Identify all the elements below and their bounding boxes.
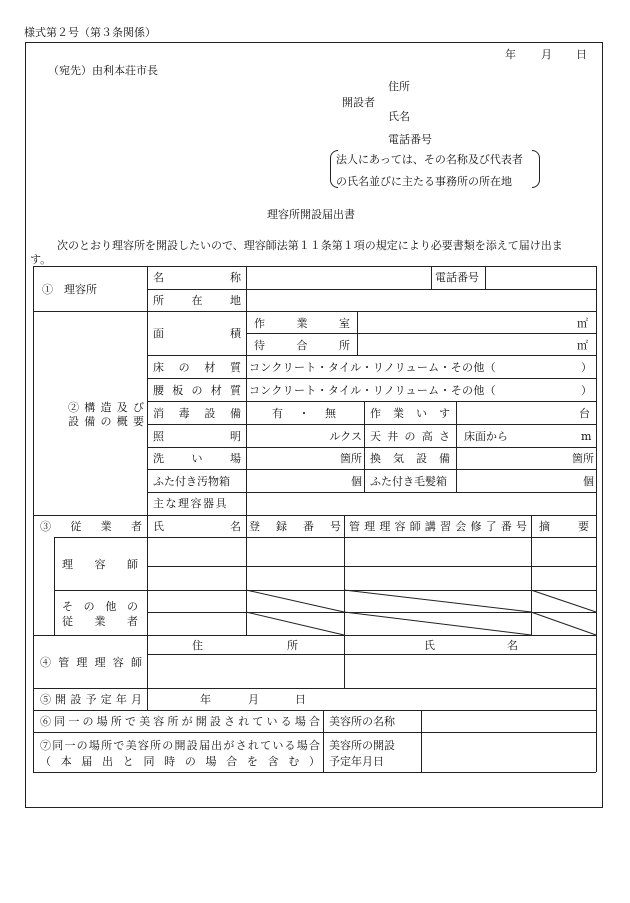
s5-label: ⑤開設予定年月: [40, 693, 142, 706]
s1-label: ① 理容所: [42, 283, 97, 296]
s3-col-name: 氏 名: [153, 520, 241, 533]
addressee: （宛先）由利本荘市長: [48, 64, 158, 77]
s2-tools-label: 主な理容器具: [153, 497, 228, 510]
s2-ceiling-label: 天井の高さ: [370, 430, 450, 443]
s3-col-reg: 登録番号: [249, 520, 341, 533]
s3-col-cert: 管理理容師講習会修了番号: [349, 520, 527, 533]
s2-unit-place-b: 箇所: [572, 452, 594, 465]
s3-other-line2: 従業者: [62, 615, 138, 628]
s2-workroom-label: 作 業 室: [254, 317, 350, 330]
date-year-label: 年: [505, 48, 516, 61]
s3-col-note: 摘 要: [539, 520, 589, 533]
s2-waste-label: ふた付き汚物箱: [153, 475, 230, 488]
document-title: 理容所開設届出書: [267, 208, 355, 221]
s2-label-line2: 設備の概要: [68, 415, 144, 428]
corp-note-line2: の氏名並びに主たる事務所の所在地: [336, 175, 512, 188]
date-month-label: 月: [541, 48, 552, 61]
s5-day: 日: [295, 693, 306, 706]
s2-yesno: 有・無: [272, 407, 336, 420]
s7-field-line2: 予定年月日: [329, 755, 384, 768]
s2-area-label: 面 積: [153, 327, 241, 340]
s7-field-line1: 美容所の開設: [329, 739, 395, 752]
corp-note-line1: 法人にあっては、その名称及び代表者: [336, 153, 523, 166]
s2-unit-piece-a: 個: [351, 475, 362, 488]
s6-label: ⑥同一の場所で美容所が開設されている場合: [40, 715, 320, 728]
s4-col-name: 氏 名: [424, 639, 518, 652]
s3-label: ③従業者: [40, 520, 142, 533]
s2-unit-lux: ルクス: [329, 430, 362, 443]
s5-month: 月: [248, 693, 259, 706]
s2-wainscot-close: ）: [581, 384, 592, 397]
right-bracket: [532, 150, 540, 188]
s2-chair-label: 作業いす: [370, 407, 450, 420]
s2-unit-chair: 台: [579, 407, 590, 420]
s2-floor-materials: コンクリート・タイル・リノリューム・その他（: [249, 361, 496, 374]
s2-light-label: 照 明: [153, 430, 241, 443]
s4-col-addr: 住 所: [192, 639, 298, 652]
s2-wainscot-label: 腰板の材質: [153, 384, 241, 397]
s2-unit-m: m: [581, 430, 592, 443]
s2-label-line1: ②構造及び: [68, 401, 144, 414]
date-day-label: 日: [576, 48, 587, 61]
s1-phone-label: 電話番号: [435, 271, 479, 284]
s2-unit-m2-b: ㎡: [577, 339, 588, 352]
intro-line1: 次のとおり理容所を開設したいので、理容師法第１１条第１項の規定により必要書類を添えて届け出ま: [57, 239, 563, 252]
s2-unit-piece-b: 個: [583, 475, 594, 488]
phone-label: 電話番号: [388, 133, 432, 146]
s4-label: ④管理理容師: [40, 656, 142, 669]
form-number: 様式第２号（第３条関係）: [24, 26, 156, 39]
s7-label-line2: （本届出と同時の場合を含む）: [40, 755, 320, 768]
s3-barber-label: 理容師: [62, 558, 138, 571]
s1-location-label: 所 在 地: [153, 294, 241, 307]
address-label: 住所: [388, 80, 410, 93]
s2-wainscot-materials: コンクリート・タイル・リノリューム・その他（: [249, 384, 496, 397]
s5-year: 年: [200, 693, 211, 706]
s2-waiting-label: 待 合 所: [254, 339, 350, 352]
s6-field: 美容所の名称: [329, 715, 395, 728]
s2-floor-label: 床の材質: [153, 361, 241, 374]
s2-vent-label: 換気設備: [370, 452, 450, 465]
intro-line2: す。: [30, 253, 52, 266]
s1-name-label: 名 称: [153, 271, 241, 284]
s3-other-line1: その他の: [62, 600, 138, 613]
s2-disinfect-label: 消毒設備: [153, 407, 241, 420]
s2-unit-m2-a: ㎡: [577, 317, 588, 330]
s2-washroom-label: 洗い場: [153, 452, 241, 465]
s2-floor-close: ）: [581, 361, 592, 374]
s2-unit-place-a: 箇所: [340, 452, 362, 465]
applicant-label: 開設者: [342, 96, 375, 109]
name-label: 氏名: [388, 110, 410, 123]
s7-label-line1: ⑦同一の場所で美容所の開設届出がされている場合: [40, 739, 320, 752]
s2-from-floor: 床面から: [464, 430, 508, 443]
s2-hairbox-label: ふた付き毛髪箱: [370, 475, 447, 488]
